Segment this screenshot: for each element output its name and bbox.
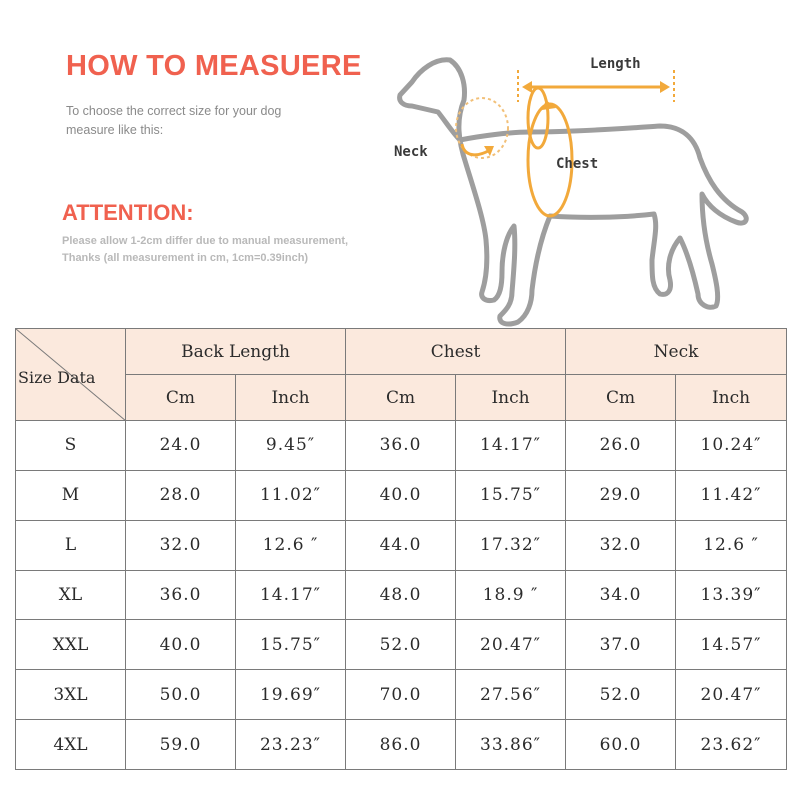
value-cell: 48.0 bbox=[346, 570, 456, 620]
value-cell: 12.6 ″ bbox=[236, 520, 346, 570]
table-row bbox=[16, 421, 787, 471]
value-cell: 86.0 bbox=[346, 720, 456, 770]
page-title: HOW TO MEASUERE bbox=[66, 50, 362, 82]
intro-text bbox=[66, 102, 326, 140]
unit-header-row bbox=[16, 375, 787, 421]
value-cell: 40.0 bbox=[126, 620, 236, 670]
size-data-corner bbox=[16, 329, 126, 421]
chest-label: Chest bbox=[556, 156, 599, 172]
value-cell: 28.0 bbox=[126, 470, 236, 520]
value-cell: 15.75″ bbox=[456, 470, 566, 520]
value-cell: 33.86″ bbox=[456, 720, 566, 770]
size-cell: S bbox=[16, 421, 126, 471]
value-cell: 13.39″ bbox=[676, 570, 787, 620]
value-cell: 60.0 bbox=[566, 720, 676, 770]
size-cell: M bbox=[16, 470, 126, 520]
value-cell: 14.17″ bbox=[456, 421, 566, 471]
value-cell: 10.24″ bbox=[676, 421, 787, 471]
value-cell: 24.0 bbox=[126, 421, 236, 471]
value-cell: 23.23″ bbox=[236, 720, 346, 770]
table-row bbox=[16, 570, 787, 620]
table-row bbox=[16, 670, 787, 720]
value-cell: 36.0 bbox=[126, 570, 236, 620]
size-cell: 3XL bbox=[16, 670, 126, 720]
value-cell: 17.32″ bbox=[456, 520, 566, 570]
value-cell: 19.69″ bbox=[236, 670, 346, 720]
value-cell: 14.17″ bbox=[236, 570, 346, 620]
unit-header: Cm bbox=[126, 375, 236, 421]
value-cell: 52.0 bbox=[566, 670, 676, 720]
value-cell: 20.47″ bbox=[456, 620, 566, 670]
value-cell: 34.0 bbox=[566, 570, 676, 620]
size-cell: 4XL bbox=[16, 720, 126, 770]
size-chart-table bbox=[15, 328, 787, 770]
corner-label bbox=[18, 368, 95, 387]
value-cell: 11.42″ bbox=[676, 470, 787, 520]
value-cell: 44.0 bbox=[346, 520, 456, 570]
length-arrow-head-left bbox=[522, 81, 532, 93]
value-cell: 50.0 bbox=[126, 670, 236, 720]
unit-header: Inch bbox=[676, 375, 787, 421]
value-cell: 23.62″ bbox=[676, 720, 787, 770]
intro-line: To choose the correct size for your dog bbox=[66, 104, 282, 118]
intro-line: measure like this: bbox=[66, 123, 164, 137]
size-cell: XXL bbox=[16, 620, 126, 670]
length-arrow-head-right bbox=[660, 81, 670, 93]
unit-header: Cm bbox=[566, 375, 676, 421]
unit-header: Cm bbox=[346, 375, 456, 421]
attention-heading: ATTENTION: bbox=[62, 200, 194, 225]
table-row bbox=[16, 720, 787, 770]
value-cell: 18.9 ″ bbox=[456, 570, 566, 620]
group-header-neck: Neck bbox=[566, 329, 787, 375]
group-header-row bbox=[16, 329, 787, 375]
unit-header: Inch bbox=[456, 375, 566, 421]
value-cell: 59.0 bbox=[126, 720, 236, 770]
value-cell: 12.6 ″ bbox=[676, 520, 787, 570]
value-cell: 52.0 bbox=[346, 620, 456, 670]
neck-label: Neck bbox=[394, 144, 428, 160]
value-cell: 9.45″ bbox=[236, 421, 346, 471]
value-cell: 32.0 bbox=[566, 520, 676, 570]
note-line: Please allow 1-2cm differ due to manual measurement, bbox=[62, 235, 349, 247]
value-cell: 29.0 bbox=[566, 470, 676, 520]
attention-note bbox=[62, 233, 422, 267]
group-header-chest: Chest bbox=[346, 329, 566, 375]
value-cell: 20.47″ bbox=[676, 670, 787, 720]
note-line: Thanks (all measurement in cm, 1cm=0.39inch) bbox=[62, 252, 309, 264]
value-cell: 26.0 bbox=[566, 421, 676, 471]
table-row bbox=[16, 520, 787, 570]
dog-measure-diagram bbox=[390, 40, 760, 330]
value-cell: 36.0 bbox=[346, 421, 456, 471]
value-cell: 70.0 bbox=[346, 670, 456, 720]
dog-outline bbox=[400, 60, 747, 324]
unit-header: Inch bbox=[236, 375, 346, 421]
value-cell: 27.56″ bbox=[456, 670, 566, 720]
size-cell: XL bbox=[16, 570, 126, 620]
table-row bbox=[16, 620, 787, 670]
corner-size-label: Size bbox=[18, 368, 52, 387]
size-cell: L bbox=[16, 520, 126, 570]
value-cell: 15.75″ bbox=[236, 620, 346, 670]
dog-silhouette-icon bbox=[390, 40, 760, 330]
value-cell: 32.0 bbox=[126, 520, 236, 570]
value-cell: 40.0 bbox=[346, 470, 456, 520]
neck-arrow bbox=[462, 144, 490, 155]
value-cell: 11.02″ bbox=[236, 470, 346, 520]
table-row bbox=[16, 470, 787, 520]
value-cell: 14.57″ bbox=[676, 620, 787, 670]
corner-data-label: Data bbox=[57, 368, 96, 387]
chest-arrow bbox=[528, 88, 548, 148]
group-header-back-length: Back Length bbox=[126, 329, 346, 375]
value-cell: 37.0 bbox=[566, 620, 676, 670]
length-label: Length bbox=[590, 56, 641, 72]
